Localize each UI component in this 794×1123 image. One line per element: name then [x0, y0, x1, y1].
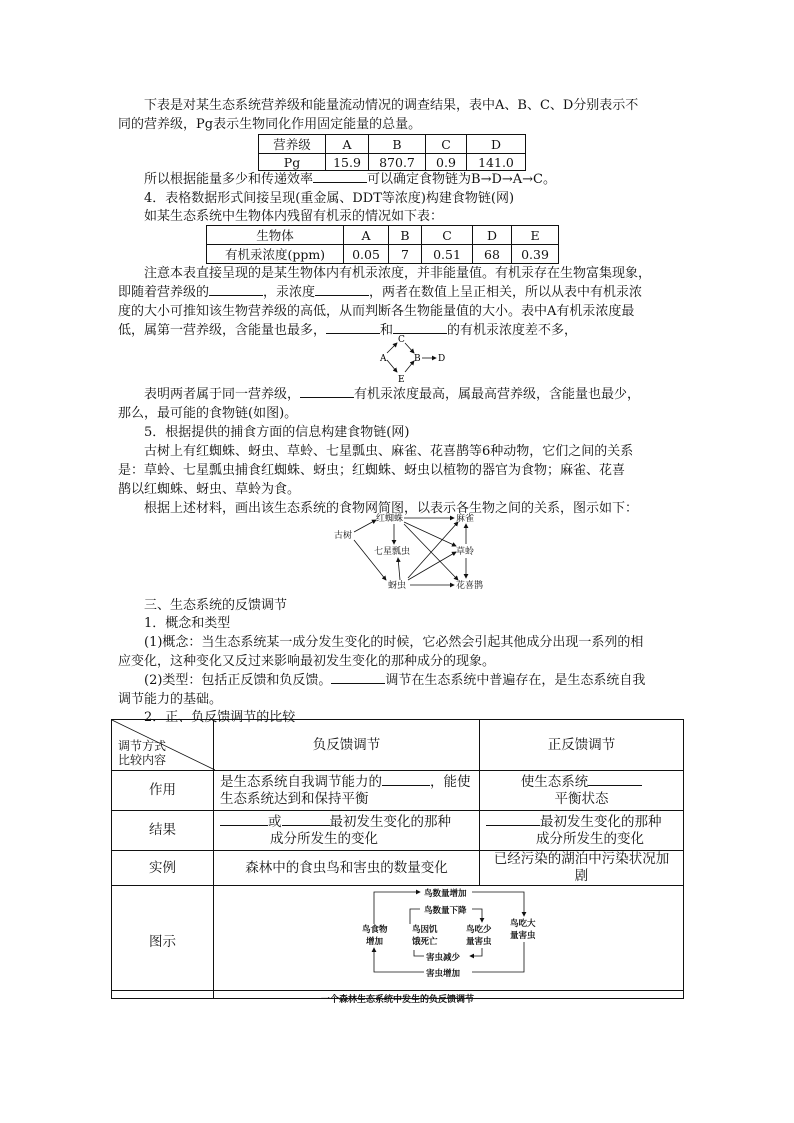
section-3-sub-1: 1．概念和类型	[144, 616, 231, 631]
concept-line-2: 应变化，这种变化又反过来影响最初发生变化的那种成分的现象。	[118, 654, 496, 669]
table-row: 图示 鸟数量增加 鸟数量下降 鸟食物 增加 鸟因饥 饿死亡 鸟吃少 量害虫 鸟吃大 量害虫 害虫减少 害虫增加	[112, 886, 684, 999]
svg-text:饿死亡: 饿死亡	[412, 937, 438, 947]
blank	[382, 773, 430, 786]
loop-caption: 一个森林生态系统中发生的负反馈调节	[320, 995, 474, 1005]
node-yachong: 蚜虫	[388, 581, 407, 591]
node-maque: 麻雀	[456, 514, 475, 524]
svg-text:量害虫: 量害虫	[466, 937, 492, 947]
node-hongzhizhu: 红蜘蛛	[376, 514, 404, 524]
table-row: 生物体 A B C D E	[207, 226, 559, 245]
node-qixing: 七星瓢虫	[374, 547, 411, 557]
para4-line-4: 低，属第一营养级，含能量也最多， 和 的有机汞浓度差不多，	[118, 323, 578, 338]
section-5-line-3: 鹊以红蜘蛛、蚜虫、草蛉为食。	[118, 482, 301, 497]
node-huaxique: 花喜鹊	[456, 581, 484, 591]
para4-line-3: 度的大小可推知该生物营养级的高低，从而判断各生物能量值的大小。表中A有机汞浓度最	[118, 304, 635, 319]
table-row: 作用 是生态系统自我调节能力的 ，能使 生态系统达到和保持平衡 使生态系统 平衡状态	[112, 771, 684, 811]
table-row: Pg 15.9 870.7 0.9 141.0	[259, 154, 526, 171]
table-row: 有机汞浓度(ppm) 0.05 7 0.51 68 0.39	[207, 245, 559, 264]
blank	[486, 813, 540, 826]
blank	[300, 385, 354, 398]
type-line-1: (2)类型：包括正反馈和负反馈。 调节在生态系统中普遍存在，是生态系统自我	[144, 673, 646, 688]
corner-cell: 调节方式 比较内容	[112, 720, 214, 771]
energy-conclusion: 所以根据能量多少和传递效率 可以确定食物链为B→D→A→C。	[144, 172, 557, 187]
node-e: E	[398, 375, 405, 384]
mercury-table	[206, 225, 559, 264]
svg-text:增加: 增加	[366, 937, 384, 947]
blank	[313, 170, 367, 183]
pest-increase-label: 害虫增加	[426, 969, 461, 979]
blank	[282, 813, 330, 826]
negative-feedback-loop	[214, 886, 683, 998]
section-3-sub-2: 2．正、负反馈调节的比较	[144, 710, 296, 725]
blank	[588, 773, 642, 786]
section-4-intro: 如某生态系统中生物体内残留有机汞的情况如下表：	[144, 209, 444, 224]
blank	[331, 671, 385, 684]
para4-line-2: 即随着营养级的 ，汞浓度 ，两者在数值上呈正相关，所以从表中有机汞浓	[118, 285, 643, 300]
table-row: 结果 或 最初发生变化的那种 成分所发生的变化 最初发生变化的那种 成分所发生的变化	[112, 811, 684, 851]
svg-text:量害虫: 量害虫	[510, 931, 536, 941]
trophic-energy-table	[258, 134, 526, 171]
mercury-food-chain-diagram	[372, 332, 452, 384]
section-5-title: 5．根据提供的捕食方面的信息构建食物链(网)	[144, 425, 410, 440]
blank	[315, 283, 369, 296]
food-web-diagram	[320, 510, 500, 594]
caption-rule	[111, 990, 684, 991]
para4b-line-2: 那么，最可能的食物链(如图)。	[118, 406, 298, 421]
table-row	[112, 720, 684, 771]
intro-line-1: 下表是对某生态系统营养级和能量流动情况的调查结果，表中A、B、C、D分别表示不	[144, 98, 639, 113]
intro-line-2: 同的营养级，Pg表示生物同化作用固定能量的总量。	[118, 117, 422, 132]
section-5-line-1: 古树上有红蜘蛛、蚜虫、草蛉、七星瓢虫、麻雀、花喜鹊等6种动物，它们之间的关系	[144, 444, 634, 459]
table-row: 营养级 A B C D	[259, 135, 526, 154]
section-4-title: 4．表格数据形式间接呈现(重金属、DDT等浓度)构建食物链(网)	[144, 191, 515, 206]
section-5-line-2: 是：草蛉、七星瓢虫捕食红蜘蛛、蚜虫；红蜘蛛、蚜虫以植物的器官为食物；麻雀、花喜	[118, 463, 626, 478]
section-5-line-4: 根据上述材料，画出该生态系统的食物网简图，以表示各生物之间的关系，图示如下：	[144, 501, 639, 516]
pest-decrease-label: 害虫减少	[426, 953, 461, 963]
loop-diagram-cell	[214, 886, 684, 999]
blank	[209, 283, 263, 296]
header-negative: 负反馈调节	[214, 720, 480, 771]
blank	[220, 813, 268, 826]
svg-text:鸟食物: 鸟食物	[362, 925, 388, 935]
concept-line-1: (1)概念：当生态系统某一成分发生变化的时候，它必然会引起其他成分出现一系列的相	[144, 635, 644, 650]
node-c: C	[398, 335, 405, 345]
node-d: D	[438, 354, 446, 364]
para4-line-1: 注意本表直接呈现的是某生物体内有机汞浓度，并非能量值。有机汞存在生物富集现象，	[144, 266, 652, 281]
para4b-line-1: 表明两者属于同一营养级， 有机汞浓度最高，属最高营养级，含能量也最少，	[144, 387, 641, 402]
node-gushu: 古树	[334, 531, 353, 541]
node-caoling: 草蛉	[456, 547, 475, 557]
node-a: A	[380, 354, 387, 364]
header-positive: 正反馈调节	[480, 720, 684, 771]
bird-decrease-label: 鸟数量下降	[424, 906, 467, 916]
table-row: 实例 森林中的食虫鸟和害虫的数量变化 已经污染的湖泊中污染状况加 剧	[112, 851, 684, 886]
type-line-2: 调节能力的基础。	[118, 692, 223, 707]
feedback-comparison-table	[111, 719, 684, 999]
svg-text:鸟吃少: 鸟吃少	[466, 925, 492, 935]
section-3-title: 三、生态系统的反馈调节	[144, 598, 288, 613]
node-b: B	[414, 354, 421, 364]
svg-text:鸟吃大: 鸟吃大	[510, 919, 536, 929]
bird-increase-label: 鸟数量增加	[424, 889, 467, 899]
svg-text:鸟因饥: 鸟因饥	[412, 925, 438, 935]
